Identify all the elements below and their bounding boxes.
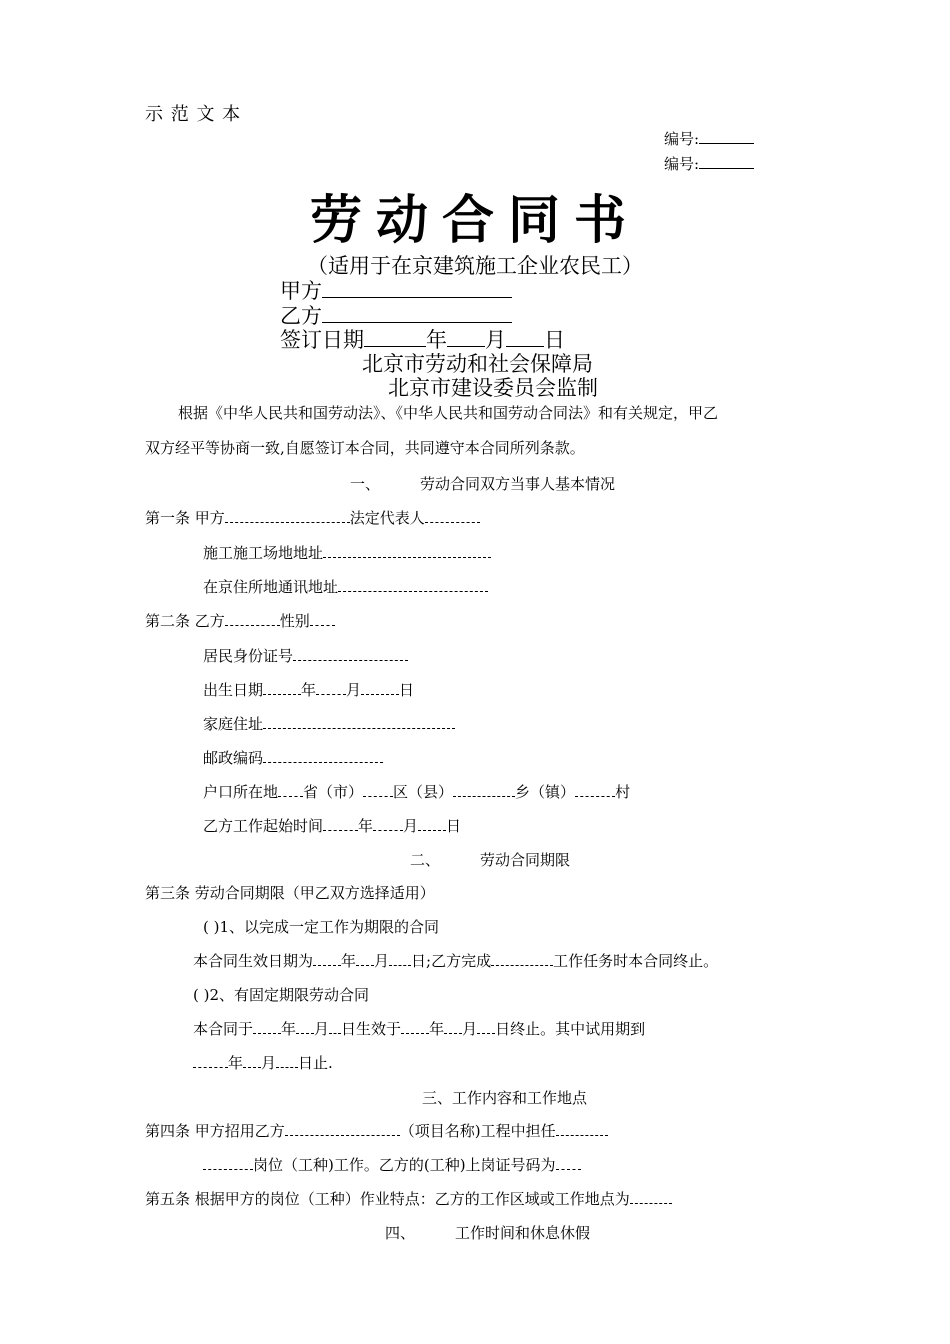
sign-day-blank[interactable] — [506, 325, 544, 347]
section-number: 一、 — [350, 475, 381, 493]
home-address-label: 家庭住址 — [203, 715, 264, 733]
section-number: 二、 — [410, 851, 441, 869]
month-label: 月 — [485, 328, 506, 352]
hukou-village-blank[interactable] — [575, 781, 615, 797]
start-time-line — [203, 815, 461, 836]
year-label: 年 — [426, 328, 447, 352]
day-label: 日 — [399, 681, 415, 699]
article-3-line: 第三条 劳动合同期限（甲乙双方选择适用） — [145, 884, 435, 902]
legal-rep-blank[interactable] — [425, 507, 480, 523]
probation-line — [193, 1052, 333, 1073]
article-4-line — [145, 1120, 608, 1141]
document-subtitle: （适用于在京建筑施工企业农民工） — [307, 254, 643, 278]
beijing-address-line — [203, 576, 488, 597]
sample-text-label: 示 范 文 本 — [145, 104, 242, 125]
preamble-line-2: 双方经平等协商一致,自愿签订本合同，共同遵守本合同所列条款。 — [145, 439, 585, 457]
section-title: 劳动合同期限 — [480, 851, 571, 869]
opt1-year-blank[interactable] — [313, 950, 341, 966]
id-number-blank[interactable] — [293, 645, 408, 661]
opt1-day-blank[interactable] — [389, 950, 411, 966]
number-blank[interactable] — [699, 128, 754, 144]
id-number-line — [203, 645, 408, 666]
article-5-text: 第五条 根据甲方的岗位（工种）作业特点：乙方的工作区域或工作地点为 — [145, 1190, 630, 1208]
opt1-task-blank[interactable] — [491, 950, 553, 966]
sign-month-blank[interactable] — [447, 325, 485, 347]
start-year-blank[interactable] — [323, 815, 358, 831]
stop-label: 日止. — [298, 1054, 333, 1072]
opt2-end-month-blank[interactable] — [444, 1018, 462, 1034]
option-1-line: ( )1、以完成一定工作为期限的合同 — [203, 918, 440, 936]
birth-date-label: 出生日期 — [203, 681, 264, 699]
month-label: 月 — [314, 1020, 330, 1038]
district-label: 区（县） — [393, 783, 454, 801]
party-a-label: 甲方 — [280, 279, 322, 303]
beijing-address-blank[interactable] — [338, 576, 488, 592]
section-title: 劳动合同双方当事人基本情况 — [420, 475, 616, 493]
township-label: 乡（镇） — [515, 783, 576, 801]
number-field-1 — [664, 128, 754, 149]
beijing-address-label: 在京住所地通讯地址 — [203, 578, 339, 596]
position-line — [203, 1154, 581, 1175]
province-label: 省（市） — [303, 783, 364, 801]
option-1-detail — [193, 950, 718, 971]
preamble-line-1: 根据《中华人民共和国劳动法》、《中华人民共和国劳动合同法》和有关规定，甲乙 — [178, 404, 719, 422]
birth-day-blank[interactable] — [361, 679, 399, 695]
birth-date-line — [203, 679, 414, 700]
start-day-blank[interactable] — [418, 815, 446, 831]
article-label: 第四条 甲方招用乙方 — [145, 1122, 285, 1140]
day-label: 日 — [446, 817, 462, 835]
certificate-blank[interactable] — [556, 1154, 581, 1170]
legal-rep-label: 法定代表人 — [349, 509, 425, 527]
postal-code-label: 邮政编码 — [203, 749, 264, 767]
village-label: 村 — [615, 783, 631, 801]
option-2-line: ( )2、有固定期限劳动合同 — [193, 986, 370, 1004]
section-1-heading — [350, 473, 615, 494]
number-field-2 — [664, 153, 754, 174]
site-address-line — [203, 542, 491, 563]
start-month-blank[interactable] — [373, 815, 403, 831]
sign-year-blank[interactable] — [364, 325, 426, 347]
party-b-blank[interactable] — [322, 301, 512, 323]
hukou-district-blank[interactable] — [363, 781, 393, 797]
issuer-line-1: 北京市劳动和社会保障局 — [362, 352, 593, 376]
hukou-label: 户口所在地 — [203, 783, 279, 801]
month-label: 月 — [261, 1054, 277, 1072]
from-label: 本合同于 — [193, 1020, 254, 1038]
opt2-start-month-blank[interactable] — [296, 1018, 314, 1034]
gender-label: 性别 — [279, 612, 310, 630]
site-address-label: 施工施工场地地址 — [203, 544, 324, 562]
year-label: 年 — [228, 1054, 244, 1072]
complete-label: 日;乙方完成 — [411, 952, 492, 970]
postal-code-blank[interactable] — [263, 747, 383, 763]
year-label: 年 — [341, 952, 357, 970]
issuer-line-2: 北京市建设委员会监制 — [388, 376, 598, 400]
section-2-heading — [410, 849, 570, 870]
opt2-start-year-blank[interactable] — [253, 1018, 281, 1034]
effective-date-label: 本合同生效日期为 — [193, 952, 314, 970]
id-number-label: 居民身份证号 — [203, 647, 294, 665]
home-address-line — [203, 713, 455, 734]
opt2-start-day-blank[interactable] — [329, 1018, 341, 1034]
number-label: 编号: — [664, 155, 700, 173]
work-location-blank[interactable] — [630, 1188, 672, 1204]
project-label: （项目名称)工程中担任 — [399, 1122, 556, 1140]
start-time-label: 乙方工作起始时间 — [203, 817, 324, 835]
project-blank[interactable] — [556, 1120, 608, 1136]
day-label: 日 — [544, 328, 565, 352]
number-blank[interactable] — [699, 153, 754, 169]
effective-label: 日生效于 — [341, 1020, 402, 1038]
section-3-heading: 三、工作内容和工作地点 — [422, 1089, 588, 1107]
article-label: 第一条 甲方 — [145, 509, 225, 527]
section-4-heading — [385, 1222, 590, 1243]
probation-year-blank[interactable] — [193, 1052, 228, 1068]
option-2-detail — [193, 1018, 645, 1039]
birth-year-blank[interactable] — [263, 679, 301, 695]
opt2-end-day-blank[interactable] — [477, 1018, 495, 1034]
gender-blank[interactable] — [310, 610, 335, 626]
year-label: 年 — [429, 1020, 445, 1038]
end-label: 日终止。其中试用期到 — [495, 1020, 646, 1038]
month-label: 月 — [403, 817, 419, 835]
hukou-township-blank[interactable] — [453, 781, 515, 797]
site-address-blank[interactable] — [323, 542, 491, 558]
party-a-name-blank[interactable] — [225, 507, 350, 523]
postal-code-line — [203, 747, 383, 768]
sign-date-label: 签订日期 — [280, 328, 364, 352]
article-1-line — [145, 507, 480, 528]
probation-day-blank[interactable] — [276, 1052, 298, 1068]
section-number: 四、 — [385, 1224, 416, 1242]
party-b-label: 乙方 — [280, 304, 322, 328]
article-5-line — [145, 1188, 672, 1209]
opt1-month-blank[interactable] — [356, 950, 374, 966]
opt2-end-year-blank[interactable] — [401, 1018, 429, 1034]
position-label: 岗位（工种)工作。乙方的(工种)上岗证号码为 — [253, 1156, 556, 1174]
year-label: 年 — [301, 681, 317, 699]
month-label: 月 — [374, 952, 390, 970]
month-label: 月 — [346, 681, 362, 699]
hukou-province-blank[interactable] — [278, 781, 303, 797]
probation-month-blank[interactable] — [243, 1052, 261, 1068]
article-label: 第二条 乙方 — [145, 612, 225, 630]
month-label: 月 — [462, 1020, 478, 1038]
birth-month-blank[interactable] — [316, 679, 346, 695]
end-label: 工作任务时本合同终止。 — [553, 952, 719, 970]
party-a-blank[interactable] — [322, 276, 512, 298]
year-label: 年 — [358, 817, 374, 835]
number-label: 编号: — [664, 130, 700, 148]
position-blank[interactable] — [203, 1154, 253, 1170]
section-title: 工作时间和休息休假 — [455, 1224, 591, 1242]
document-title: 劳动合同书 — [309, 190, 640, 251]
article-2-line — [145, 610, 335, 631]
hukou-line — [203, 781, 630, 802]
party-b-name-blank[interactable] — [225, 610, 280, 626]
home-address-blank[interactable] — [263, 713, 455, 729]
year-label: 年 — [281, 1020, 297, 1038]
recruit-blank[interactable] — [285, 1120, 400, 1136]
